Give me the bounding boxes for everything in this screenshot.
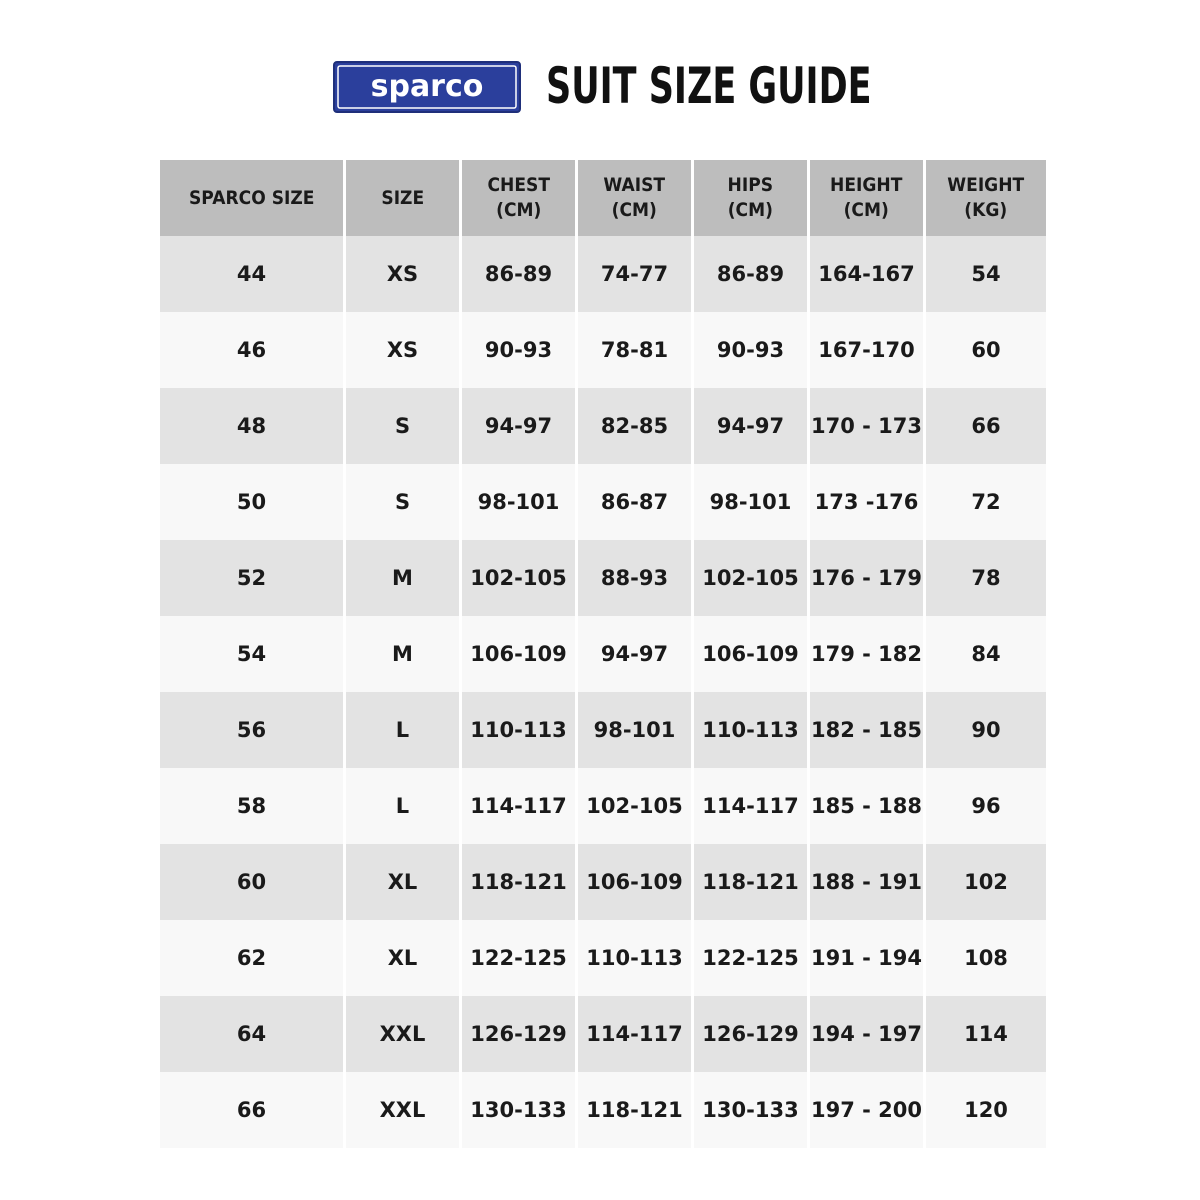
cell-weight: 72 <box>926 464 1046 540</box>
cell-waist: 74-77 <box>578 236 691 312</box>
cell-waist: 98-101 <box>578 692 691 768</box>
cell-hips: 98-101 <box>694 464 807 540</box>
column-header-weight <box>926 160 1046 236</box>
cell-chest: 90-93 <box>462 312 575 388</box>
cell-chest: 86-89 <box>462 236 575 312</box>
sparco-logo <box>333 61 521 113</box>
cell-hips: 102-105 <box>694 540 807 616</box>
cell-height: 197 - 200 <box>810 1072 923 1148</box>
cell-chest: 130-133 <box>462 1072 575 1148</box>
column-header-label: WAIST (CM) <box>603 174 666 221</box>
cell-weight: 54 <box>926 236 1046 312</box>
cell-waist: 110-113 <box>578 920 691 996</box>
cell-weight: 102 <box>926 844 1046 920</box>
cell-height: 176 - 179 <box>810 540 923 616</box>
cell-waist: 94-97 <box>578 616 691 692</box>
cell-hips: 118-121 <box>694 844 807 920</box>
cell-size: XL <box>346 844 459 920</box>
column-header-size <box>346 160 459 236</box>
cell-chest: 126-129 <box>462 996 575 1072</box>
cell-chest: 122-125 <box>462 920 575 996</box>
cell-chest: 114-117 <box>462 768 575 844</box>
cell-hips: 106-109 <box>694 616 807 692</box>
page-title: SUIT SIZE GUIDE <box>546 57 872 115</box>
cell-hips: 114-117 <box>694 768 807 844</box>
cell-size: L <box>346 768 459 844</box>
cell-weight: 60 <box>926 312 1046 388</box>
cell-sparco-size: 60 <box>160 844 343 920</box>
cell-chest: 118-121 <box>462 844 575 920</box>
cell-hips: 86-89 <box>694 236 807 312</box>
column-header-label: SPARCO SIZE <box>188 186 315 209</box>
cell-hips: 94-97 <box>694 388 807 464</box>
logo-text: sparco <box>370 69 484 104</box>
column-header-sparco-size <box>160 160 343 236</box>
cell-waist: 106-109 <box>578 844 691 920</box>
cell-size: L <box>346 692 459 768</box>
cell-sparco-size: 52 <box>160 540 343 616</box>
cell-waist: 78-81 <box>578 312 691 388</box>
cell-sparco-size: 50 <box>160 464 343 540</box>
cell-weight: 114 <box>926 996 1046 1072</box>
cell-chest: 102-105 <box>462 540 575 616</box>
cell-weight: 84 <box>926 616 1046 692</box>
cell-chest: 94-97 <box>462 388 575 464</box>
cell-height: 170 - 173 <box>810 388 923 464</box>
cell-waist: 88-93 <box>578 540 691 616</box>
cell-sparco-size: 56 <box>160 692 343 768</box>
column-header-waist <box>578 160 691 236</box>
cell-sparco-size: 46 <box>160 312 343 388</box>
cell-size: M <box>346 616 459 692</box>
cell-height: 182 - 185 <box>810 692 923 768</box>
cell-size: XXL <box>346 1072 459 1148</box>
cell-waist: 82-85 <box>578 388 691 464</box>
cell-waist: 102-105 <box>578 768 691 844</box>
cell-weight: 66 <box>926 388 1046 464</box>
cell-height: 194 - 197 <box>810 996 923 1072</box>
column-header-label: CHEST (CM) <box>487 174 550 221</box>
cell-hips: 126-129 <box>694 996 807 1072</box>
cell-waist: 118-121 <box>578 1072 691 1148</box>
cell-weight: 108 <box>926 920 1046 996</box>
cell-weight: 120 <box>926 1072 1046 1148</box>
column-header-label: SIZE <box>381 186 424 209</box>
cell-height: 167-170 <box>810 312 923 388</box>
cell-sparco-size: 58 <box>160 768 343 844</box>
cell-height: 173 -176 <box>810 464 923 540</box>
cell-size: XXL <box>346 996 459 1072</box>
cell-hips: 90-93 <box>694 312 807 388</box>
cell-sparco-size: 66 <box>160 1072 343 1148</box>
page-header <box>0 56 1200 116</box>
size-table <box>160 160 1044 1148</box>
cell-sparco-size: 44 <box>160 236 343 312</box>
cell-waist: 86-87 <box>578 464 691 540</box>
cell-height: 185 - 188 <box>810 768 923 844</box>
cell-size: M <box>346 540 459 616</box>
cell-weight: 96 <box>926 768 1046 844</box>
cell-size: XL <box>346 920 459 996</box>
cell-size: S <box>346 464 459 540</box>
column-header-label: WEIGHT (KG) <box>947 174 1025 221</box>
cell-chest: 98-101 <box>462 464 575 540</box>
cell-sparco-size: 48 <box>160 388 343 464</box>
column-header-height <box>810 160 923 236</box>
cell-sparco-size: 64 <box>160 996 343 1072</box>
cell-height: 164-167 <box>810 236 923 312</box>
cell-height: 191 - 194 <box>810 920 923 996</box>
cell-height: 179 - 182 <box>810 616 923 692</box>
column-header-chest <box>462 160 575 236</box>
cell-size: S <box>346 388 459 464</box>
column-header-hips <box>694 160 807 236</box>
cell-chest: 106-109 <box>462 616 575 692</box>
cell-weight: 78 <box>926 540 1046 616</box>
cell-hips: 110-113 <box>694 692 807 768</box>
cell-size: XS <box>346 312 459 388</box>
column-header-label: HEIGHT (CM) <box>830 174 903 221</box>
column-header-label: HIPS (CM) <box>727 174 774 221</box>
cell-waist: 114-117 <box>578 996 691 1072</box>
cell-size: XS <box>346 236 459 312</box>
cell-weight: 90 <box>926 692 1046 768</box>
cell-hips: 122-125 <box>694 920 807 996</box>
cell-height: 188 - 191 <box>810 844 923 920</box>
cell-sparco-size: 54 <box>160 616 343 692</box>
cell-chest: 110-113 <box>462 692 575 768</box>
cell-sparco-size: 62 <box>160 920 343 996</box>
cell-hips: 130-133 <box>694 1072 807 1148</box>
